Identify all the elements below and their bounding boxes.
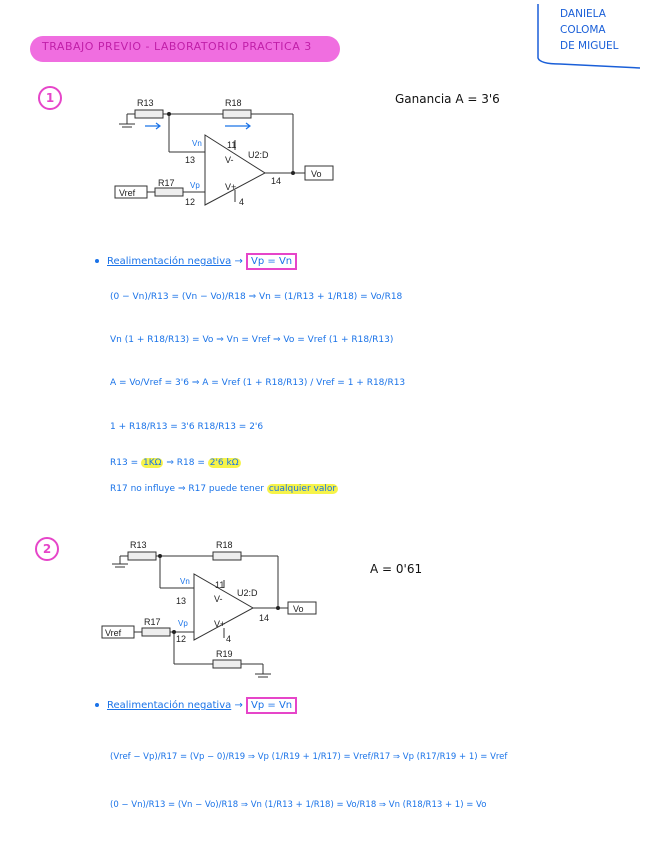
feedback-2-arrow: →: [234, 700, 243, 711]
pin-4-2: 4: [226, 634, 232, 644]
r19-label-2: R19: [216, 649, 233, 659]
eq-1-4: 1 + R18/R13 = 3'6 R18/R13 = 2'6: [110, 422, 264, 432]
pin-12: 12: [185, 197, 196, 207]
r13-label-2: R13: [130, 540, 147, 550]
choice-mid: ⇒ R18 =: [163, 458, 208, 468]
feedback-2-label: Realimentación negativa: [107, 700, 232, 711]
vminus-label-2: V-: [214, 594, 223, 604]
gain-1-label: Ganancia A = 3'6: [395, 92, 500, 106]
r18-label: R18: [225, 98, 242, 108]
note-pre: R17 no influye ⇒ R17 puede tener: [110, 484, 267, 494]
opamp-label-2: U2:D: [237, 588, 258, 598]
vref-label: Vref: [119, 188, 136, 198]
author-line-3: DE MIGUEL: [560, 40, 619, 52]
note-hl: cualquier valor: [268, 484, 337, 494]
vn-annotation-2: Vn: [180, 577, 190, 586]
vn-annotation: Vn: [192, 139, 202, 148]
question-1-number: 1: [38, 86, 62, 110]
r17-label-2: R17: [144, 617, 161, 627]
pin-14-2: 14: [259, 613, 270, 623]
opamp-label: U2:D: [248, 150, 269, 160]
eq-1-3: A = Vo/Vref = 3'6 ⇒ A = Vref (1 + R18/R13) / Vref = 1 + R18/R13: [110, 378, 406, 388]
vp-annotation-2: Vp: [178, 619, 188, 628]
author-line-2: COLOMA: [560, 24, 606, 36]
pin-13-2: 13: [176, 596, 187, 606]
feedback-1-line: [95, 256, 297, 267]
author-line-1: DANIELA: [560, 8, 606, 20]
feedback-1-label: Realimentación negativa: [107, 256, 232, 267]
eq-1-1: (0 − Vn)/R13 = (Vn − Vo)/R18 ⇒ Vn = (1/R13 + 1/R18) = Vo/R18: [110, 292, 403, 302]
gain-2-label: A = 0'61: [370, 562, 423, 576]
eq-2-2: (0 − Vn)/R13 = (Vn − Vo)/R18 ⇒ Vn (1/R13 + 1/R18) = Vo/R18 ⇒ Vn (R18/R13 + 1) = Vo: [110, 800, 487, 810]
feedback-1-arrow: →: [234, 256, 243, 267]
r13-label: R13: [137, 98, 154, 108]
vref-label-2: Vref: [105, 628, 122, 638]
choice-r18: 2'6 kΩ: [209, 458, 239, 468]
author-underline: [530, 0, 650, 75]
vminus-label: V-: [225, 155, 234, 165]
pin-4: 4: [239, 197, 245, 207]
choice-r13: 1KΩ: [142, 458, 162, 468]
vp-annotation: Vp: [190, 181, 200, 190]
circuit-1-schematic: [105, 90, 345, 215]
pin-11: 11: [227, 140, 237, 150]
r17-label: R17: [158, 178, 175, 188]
bullet-dot: [95, 259, 99, 263]
eq-1-choice: [110, 458, 241, 468]
vo-label: Vo: [311, 169, 322, 179]
page-title: TRABAJO PREVIO - LABORATORIO PRACTICA 3: [42, 40, 312, 53]
bullet-dot-2: [95, 703, 99, 707]
pin-14: 14: [271, 176, 282, 186]
feedback-2-box: Vp = Vn: [246, 697, 297, 714]
circuit-2-schematic: [98, 536, 338, 686]
eq-2-1: (Vref − Vp)/R17 = (Vp − 0)/R19 ⇒ Vp (1/R19 + 1/R17) = Vref/R17 ⇒ Vp (R17/R19 + 1) = Vref: [110, 752, 508, 762]
vo-label-2: Vo: [293, 604, 304, 614]
feedback-1-box: Vp = Vn: [246, 253, 297, 270]
question-2-number: 2: [35, 537, 59, 561]
pin-12-2: 12: [176, 634, 187, 644]
eq-1-2: Vn (1 + R18/R13) = Vo ⇒ Vn = Vref ⇒ Vo = Vref (1 + R18/R13): [110, 335, 394, 345]
eq-1-note: [110, 484, 338, 494]
vplus-label-2: V+: [214, 619, 226, 629]
feedback-2-line: [95, 700, 297, 711]
pin-13: 13: [185, 155, 196, 165]
r18-label-2: R18: [216, 540, 233, 550]
vplus-label: V+: [225, 182, 237, 192]
pin-11-2: 11: [215, 580, 225, 590]
choice-pre: R13 =: [110, 458, 141, 468]
